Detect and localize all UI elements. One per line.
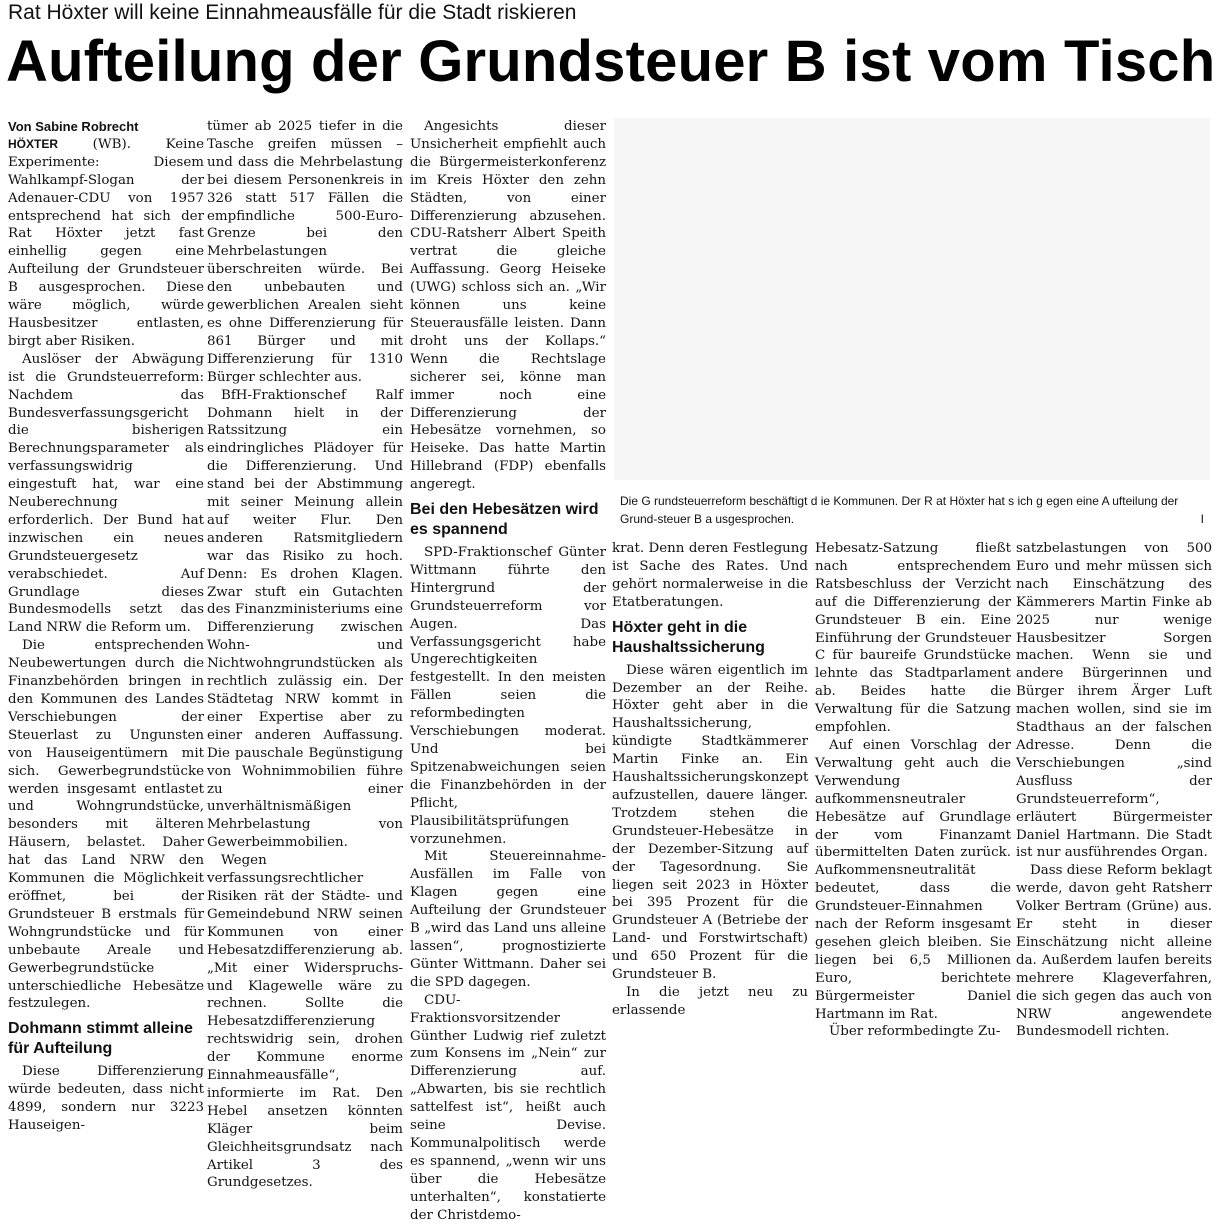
byline: Von Sabine Robrecht <box>8 119 139 134</box>
article-column-5 <box>815 540 1011 1040</box>
paragraph: Über reformbedingte Zu- <box>829 1024 1001 1040</box>
article-kicker: Rat Höxter will keine Einnahmeausfälle für die Stadt riskieren <box>8 1 577 24</box>
article-photo <box>614 118 1210 480</box>
paragraph: krat. Denn deren Festlegung ist Sache des Rates. Und gehört normalerweise in die Etatberatungen. <box>612 541 808 610</box>
caption-text: Die G rundsteuerreform beschäftigt d ie Kommunen. Der R at Höxter hat s ich g egen eine A ufteilung der Grund-steuer B a usgesprochen. <box>620 494 1179 526</box>
subheading: Bei den Hebesätzen wird es spannend <box>410 501 599 539</box>
paragraph: Diese Differenzierung würde bedeuten, dass nicht 4899, sondern nur 3223 Hauseigen- <box>8 1064 204 1134</box>
paragraph: In die jetzt neu zu erlassende <box>612 984 808 1018</box>
paragraph: satzbelastungen von 500 Euro und mehr müssen sich nach Einschätzung des Kämmerers Martin Finke ab 2025 nur wenige Hausbesitzer Sorgen machen. Wenn sie und andere Bürgerinnen und Bürger ihrem Ärger Luft machen wollen, sind sie im Stadthaus an der falschen Adresse. Denn die Verschiebungen „sind Ausfluss der Grundsteuerreform“, erläutert Bürgermeister Daniel Hartmann. Die Stadt ist nur ausführendes Organ. <box>1016 541 1212 861</box>
paragraph: Auslöser der Abwägung ist die Grundsteuerreform: Nachdem das Bundesverfassungsgericht die bisherigen Berechnungsparameter als verfassungswidrig eingestuft hat, war eine Neuberechnung erforderlich. Der Bund hat inzwischen ein neues Grundsteuergesetz verabschiedet. Auf Grundlage dieses Bundesmodells setzt das Land NRW die Reform um. <box>8 351 204 636</box>
dateline: HÖXTER <box>8 136 59 151</box>
paragraph: tümer ab 2025 tiefer in die Tasche greifen müssen – und dass die Mehrbelastung bei diesem Personenkreis in 326 statt 517 Fällen die empfindliche 500-Euro-Grenze bei den Mehrbelastungen überschreiten würde. Bei den unbebauten und gewerblichen Arealen sieht es ohne Differenzierung für 861 Bürger und mit Differenzierung für 1310 Bürger schlechter aus. <box>207 119 403 385</box>
article-headline: Aufteilung der Grundsteuer B ist vom Tisch <box>6 29 1216 94</box>
article-column-1 <box>8 118 204 1134</box>
paragraph: Angesichts dieser Unsicherheit empfiehlt auch die Bürgermeisterkonferenz im Kreis Höxter den zehn Städten, von einer Differenzierung abzusehen. CDU-Ratsherr Albert Speith vertrat die gleiche Auffassung. Georg Heiseke (UWG) schloss sich an. „Wir können uns keine Steuerausfälle leisten. Dann droht uns der Kollaps.“ Wenn die Rechtslage sicherer sei, könne man immer noch eine Differenzierung der Hebesätze vornehmen, so Heiseke. Das hatte Martin Hillebrand (FDP) ebenfalls angeregt. <box>410 119 606 493</box>
paragraph: Auf einen Vorschlag der Verwaltung geht auch die Verwendung aufkommensneutraler Hebesätze auf Grundlage der vom Finanzamt übermittelten Daten zurück. Aufkommensneutralität bedeutet, dass die Grundsteuer-Einnahmen nach der Reform insgesamt gesehen gleich bleiben. Sie liegen bei 6,5 Millionen Euro, berichtete Bürgermeister Daniel Hartmann im Rat. <box>815 737 1011 1022</box>
paragraph: Mit Steuereinnahme-Ausfällen im Falle von Klagen gegen eine Aufteilung der Grundsteuer B „wird das Land uns alleine lassen“, prognostizierte Günter Wittmann. Daher sei die SPD dagegen. <box>410 849 606 990</box>
paragraph: Diese wären eigentlich im Dezember an der Reihe. Höxter geht aber in die Haushaltssicherung, kündigte Stadtkämmerer Martin Finke an. Ein Haushaltssicherungskonzept aufzustellen, dauere länger. Trotzdem stehen die Grundsteuer-Hebesätze in der Dezember-Sitzung auf der Tagesordnung. Sie liegen seit 2023 in Höxter bei 395 Prozent für die Grundsteuer A (Betriebe der Land- und Forstwirtschaft) und 650 Prozent für die Grundsteuer B. <box>612 662 809 983</box>
subheading: Höxter geht in die Haushaltssicherung <box>612 618 765 656</box>
photo-caption <box>620 492 1204 532</box>
paragraph: SPD-Fraktionschef Günter Wittmann führte den Hintergrund der Grundsteuerreform vor Augen. Das Verfassungsgericht habe Ungerechtigkeiten festgestellt. In den meisten Fällen seien die reformbedingten Verschiebungen moderat. Und bei Spitzenabweichungen seien die Finanzbehörden in der Pflicht, Plausibilitätsprüfungen vorzunehmen. <box>410 545 606 847</box>
paragraph: Wegen verfassungsrechtlicher Risiken rät der Städte- und Gemeindebund NRW seinen Kommunen von einer Hebesatzdifferenzierung ab. „Mit einer Widerspruchs- und Klagewelle wäre zu rechnen. Sollte die Hebesatzdifferenzierung rechtswidrig sein, drohen der Kommune enorme Einnahmeausfälle“, informierte im Rat. Den Hebel ansetzen könnten Kläger beim Gleichheitsgrundsatz nach Artikel 3 des Grundgesetzes. <box>207 853 403 1191</box>
article-column-4 <box>612 540 809 1018</box>
caption-mark: I <box>1200 512 1204 526</box>
article-column-2 <box>207 118 403 1191</box>
paragraph: Dass diese Reform beklagt werde, davon geht Ratsherr Volker Bertram (Grüne) aus. Er steht in dieser Einschätzung nicht alleine da. Außerdem laufen bereits mehrere Klageverfahren, die sich gegen das auch von NRW angewendete Bundesmodell richten. <box>1016 863 1212 1040</box>
paragraph: CDU-Fraktionsvorsitzender Günther Ludwig rief zuletzt zum Konsens im „Nein“ zur Differenzierung auf. „Abwarten, bis sie rechtlich sattelfest ist“, heißt auch seine Devise. Kommunalpolitisch werde es spannend, „wenn wir uns über die Hebesätze unterhalten“, konstatierte der Christdemo- <box>410 992 606 1223</box>
article-column-3 <box>410 118 606 1223</box>
paragraph-text: (WB). Keine Experimente: Diesem Wahlkampf-Slogan der Adenauer-CDU von 1957 entsprechend hat sich der Rat Höxter jetzt fast einhellig gegen eine Aufteilung der Grundsteuer B ausgesprochen. Diese wäre möglich, würde Hausbesitzer entlasten, birgt aber Risiken. <box>8 136 204 349</box>
paragraph: Die entsprechenden Neubewertungen durch die Finanzbehörden bringen in den Kommunen des Landes Verschiebungen der Steuerlast zu Ungunsten von Hauseigentümern mit sich. Gewerbegrundstücke werden insgesamt entlastet und Wohngrundstücke, besonders mit älteren Häusern, belastet. Daher hat das Land NRW den Kommunen die Möglichkeit eröffnet, bei der Grundsteuer B erstmals für Wohngrundstücke und für unbebaute Areale und Gewerbegrundstücke unterschiedliche Hebesätze festzulegen. <box>8 638 204 1012</box>
paragraph: Hebesatz-Satzung fließt nach entsprechendem Ratsbeschluss der Verzicht auf die Differenzierung der Grundsteuer B ein. Eine Einführung der Grundsteuer C für baureife Grundstücke lehnte das Stadtparlament ab. Beides hatte die Verwaltung für die Satzung empfohlen. <box>815 541 1011 736</box>
subheading: Dohmann stimmt alleine für Aufteilung <box>8 1020 193 1058</box>
paragraph: BfH-Fraktionschef Ralf Dohmann hielt in der Ratssitzung ein eindringliches Plädoyer für die Differenzierung. Und stand bei der Abstimmung mit seiner Meinung allein auf weiter Flur. Den anderen Ratsmitgliedern war das Risiko zu hoch. Denn: Es drohen Klagen. Zwar stuft ein Gutachten des Finanzministeriums eine Differenzierung zwischen Wohn- und Nichtwohngrundstücken als rechtlich zulässig ein. Der Städtetag NRW kommt in einer Expertise aber zu einer anderen Auffassung. Die pauschale Begünstigung von Wohnimmobilien führe zu einer unverhältnismäßigen Mehrbelastung von Gewerbeimmobilien. <box>207 387 403 851</box>
paragraph <box>8 136 204 351</box>
article-column-6 <box>1016 540 1212 1040</box>
